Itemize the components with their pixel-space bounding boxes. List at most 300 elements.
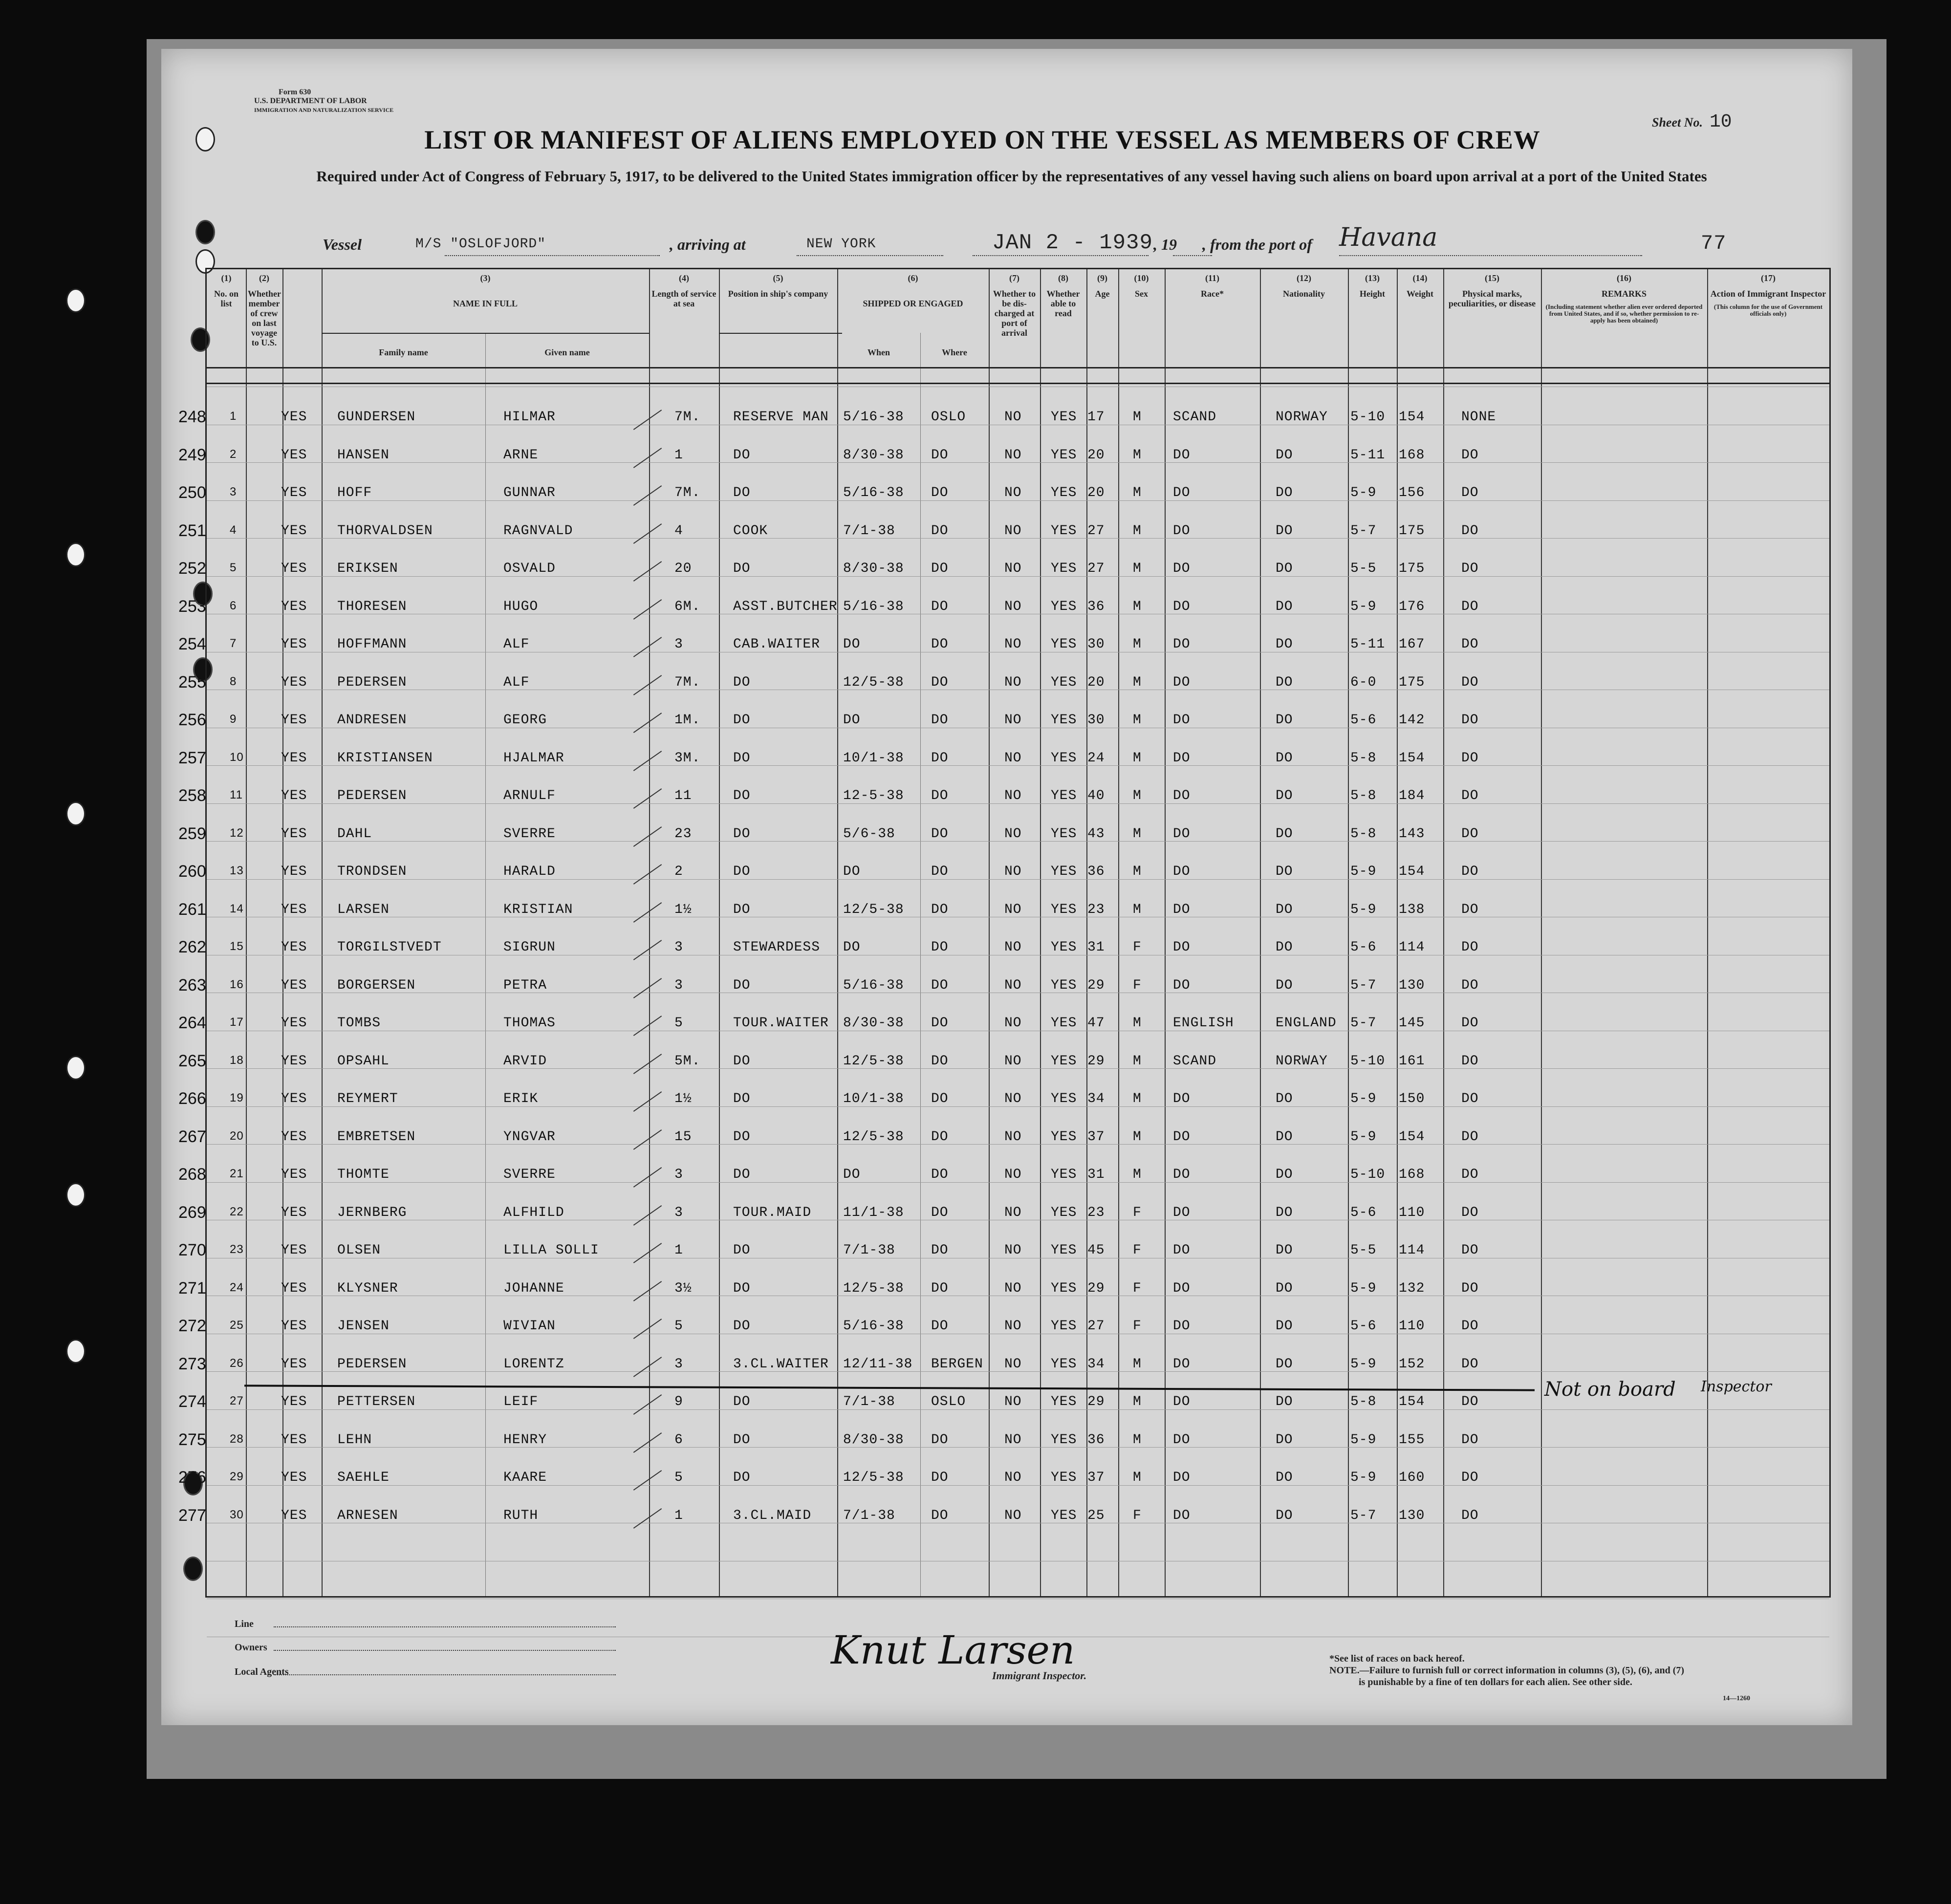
- height: 5-9: [1350, 599, 1377, 614]
- race: DO: [1173, 599, 1191, 614]
- height: 5-6: [1350, 1205, 1377, 1220]
- manifest-line-number: 252: [178, 559, 206, 578]
- age: 27: [1087, 523, 1105, 539]
- position: DO: [733, 1319, 751, 1334]
- position: 3.CL.MAID: [733, 1508, 812, 1523]
- race: DO: [1173, 523, 1191, 539]
- column-header: Whether member of crew on last voyage to U.S.: [248, 289, 281, 347]
- shipped-where: DO: [931, 1280, 949, 1296]
- height: 5-7: [1350, 977, 1377, 993]
- voyage-info: Vessel M/S "OSLOFJORD" , arriving at NEW YORK JAN 2 - 1939 , 19 , from the port of Havana 77: [323, 223, 1727, 255]
- height: 5-9: [1350, 1432, 1377, 1448]
- nationality: DO: [1276, 599, 1293, 614]
- sex: M: [1133, 902, 1142, 917]
- physical-marks: DO: [1461, 864, 1479, 879]
- list-number: 2: [230, 447, 237, 461]
- length-of-service: 7M.: [674, 674, 701, 690]
- discharged: NO: [1004, 1394, 1022, 1409]
- sex: M: [1133, 864, 1142, 879]
- family-name: OLSEN: [337, 1243, 381, 1258]
- family-name: PEDERSEN: [337, 1356, 407, 1372]
- weight: 154: [1399, 750, 1425, 766]
- column-header-note: (This column for the use of Government officials only): [1713, 303, 1823, 317]
- nationality: DO: [1276, 713, 1293, 728]
- manifest-line-number: 248: [178, 408, 206, 426]
- physical-marks: DO: [1461, 1205, 1479, 1220]
- list-number: 30: [230, 1508, 244, 1521]
- nationality: DO: [1276, 1167, 1293, 1182]
- crew-last-voyage: YES: [281, 523, 307, 539]
- crew-last-voyage: YES: [281, 1356, 307, 1372]
- family-name: TORGILSTVEDT: [337, 940, 442, 955]
- position: DO: [733, 1280, 751, 1296]
- length-of-service: 3: [674, 1356, 683, 1372]
- sex: M: [1133, 1053, 1142, 1069]
- list-number: 14: [230, 902, 244, 915]
- list-number: 5: [230, 561, 237, 574]
- sex: M: [1133, 1167, 1142, 1182]
- weight: 168: [1399, 447, 1425, 463]
- length-of-service: 1½: [674, 1091, 692, 1106]
- discharged: NO: [1004, 1280, 1022, 1296]
- position: CAB.WAITER: [733, 637, 821, 652]
- age: 20: [1087, 674, 1105, 690]
- list-number: 18: [230, 1053, 244, 1067]
- shipped-where: DO: [931, 826, 949, 842]
- race: DO: [1173, 1432, 1191, 1448]
- binder-hole: [195, 220, 215, 244]
- physical-marks: DO: [1461, 485, 1479, 500]
- column-header: Family name: [379, 347, 428, 357]
- physical-marks: DO: [1461, 902, 1479, 917]
- age: 20: [1087, 447, 1105, 463]
- height: 5-9: [1350, 1356, 1377, 1372]
- column-number: (14): [1412, 273, 1428, 283]
- sex: M: [1133, 485, 1142, 500]
- column-header: Given name: [544, 347, 590, 357]
- crew-last-voyage: YES: [281, 1205, 307, 1220]
- length-of-service: 7M.: [674, 485, 701, 500]
- manifest-line-number: 264: [178, 1014, 206, 1032]
- age: 27: [1087, 561, 1105, 576]
- column-number: (4): [679, 273, 689, 283]
- column-header: Age: [1095, 289, 1110, 299]
- race: DO: [1173, 977, 1191, 993]
- position: DO: [733, 1091, 751, 1106]
- sex: M: [1133, 788, 1142, 803]
- binder-hole: [66, 1183, 86, 1207]
- sex: F: [1133, 1319, 1142, 1334]
- list-number: 19: [230, 1091, 244, 1104]
- position: DO: [733, 1053, 751, 1069]
- discharged: NO: [1004, 1091, 1022, 1106]
- sex: M: [1133, 750, 1142, 766]
- family-name: THORESEN: [337, 599, 407, 614]
- manifest-line-number: 265: [178, 1051, 206, 1070]
- height: 5-9: [1350, 902, 1377, 917]
- race: SCAND: [1173, 1053, 1217, 1069]
- nationality: DO: [1276, 826, 1293, 842]
- crew-last-voyage: YES: [281, 940, 307, 955]
- column-header: No. on list: [214, 289, 238, 308]
- binder-hole: [66, 288, 86, 313]
- discharged: NO: [1004, 864, 1022, 879]
- nationality: DO: [1276, 1319, 1293, 1334]
- nationality: DO: [1276, 940, 1293, 955]
- shipped-where: DO: [931, 902, 949, 917]
- given-name: KRISTIAN: [503, 902, 573, 917]
- race: DO: [1173, 1243, 1191, 1258]
- discharged: NO: [1004, 902, 1022, 917]
- family-name: KRISTIANSEN: [337, 750, 433, 766]
- column-number: (2): [259, 273, 269, 283]
- physical-marks: DO: [1461, 1053, 1479, 1069]
- age: 23: [1087, 902, 1105, 917]
- shipped-when: 5/16-38: [843, 410, 904, 425]
- list-number: 11: [230, 788, 243, 801]
- position: DO: [733, 485, 751, 500]
- binder-hole: [66, 1056, 86, 1080]
- nationality: DO: [1276, 1205, 1293, 1220]
- manifest-line-number: 273: [178, 1354, 206, 1373]
- nationality: DO: [1276, 561, 1293, 576]
- weight: 114: [1399, 1243, 1425, 1258]
- height: 5-8: [1350, 826, 1377, 842]
- column-header: Physical marks, peculiarities, or disease: [1448, 289, 1536, 308]
- list-number: 23: [230, 1243, 244, 1256]
- manifest-line-number: 266: [178, 1089, 206, 1108]
- age: 36: [1087, 599, 1105, 614]
- age: 45: [1087, 1243, 1105, 1258]
- length-of-service: 3½: [674, 1280, 692, 1296]
- sex: M: [1133, 523, 1142, 539]
- weight: 175: [1399, 523, 1425, 539]
- physical-marks: DO: [1461, 977, 1479, 993]
- column-number: (9): [1097, 273, 1107, 283]
- discharged: NO: [1004, 447, 1022, 463]
- given-name: KAARE: [503, 1470, 547, 1485]
- shipped-when: DO: [843, 713, 861, 728]
- crew-last-voyage: YES: [281, 561, 307, 576]
- height: 5-9: [1350, 1470, 1377, 1485]
- race: DO: [1173, 826, 1191, 842]
- discharged: NO: [1004, 826, 1022, 842]
- shipped-where: DO: [931, 1053, 949, 1069]
- family-name: EMBRETSEN: [337, 1129, 416, 1145]
- crew-last-voyage: YES: [281, 1243, 307, 1258]
- height: 5-10: [1350, 1167, 1386, 1182]
- height: 6-0: [1350, 674, 1377, 690]
- given-name: HUGO: [503, 599, 539, 614]
- age: 27: [1087, 1319, 1105, 1334]
- given-name: HILMAR: [503, 410, 556, 425]
- able-to-read: YES: [1051, 1356, 1077, 1372]
- age: 29: [1087, 1394, 1105, 1409]
- shipped-where: DO: [931, 1205, 949, 1220]
- shipped-where: DO: [931, 1319, 949, 1334]
- length-of-service: 1: [674, 1243, 683, 1258]
- length-of-service: 20: [674, 561, 692, 576]
- age: 31: [1087, 1167, 1105, 1182]
- given-name: LILLA SOLLI: [503, 1243, 599, 1258]
- shipped-when: 12/5-38: [843, 1470, 904, 1485]
- physical-marks: DO: [1461, 1167, 1479, 1182]
- shipped-where: BERGEN: [931, 1356, 983, 1372]
- list-number: 1: [230, 410, 237, 423]
- nationality: DO: [1276, 1508, 1293, 1523]
- manifest-line-number: 268: [178, 1165, 206, 1184]
- nationality: DO: [1276, 977, 1293, 993]
- crew-last-voyage: YES: [281, 750, 307, 766]
- list-number: 8: [230, 674, 237, 688]
- position: COOK: [733, 523, 768, 539]
- column-header: Sex: [1135, 289, 1148, 299]
- able-to-read: YES: [1051, 750, 1077, 766]
- shipped-when: 5/16-38: [843, 599, 904, 614]
- column-header: Action of Immigrant Inspector: [1710, 289, 1826, 299]
- age: 30: [1087, 713, 1105, 728]
- family-name: PEDERSEN: [337, 788, 407, 803]
- length-of-service: 11: [674, 788, 692, 803]
- shipped-when: 10/1-38: [843, 750, 904, 766]
- shipped-when: 7/1-38: [843, 1243, 895, 1258]
- given-name: JOHANNE: [503, 1280, 564, 1296]
- position: DO: [733, 1432, 751, 1448]
- discharged: NO: [1004, 637, 1022, 652]
- shipped-when: 8/30-38: [843, 561, 904, 576]
- column-header: Length of service at sea: [651, 289, 716, 308]
- weight: 114: [1399, 940, 1425, 955]
- shipped-where: DO: [931, 1091, 949, 1106]
- sex: M: [1133, 674, 1142, 690]
- family-name: REYMERT: [337, 1091, 398, 1106]
- age: 17: [1087, 410, 1105, 425]
- binder-hole: [195, 127, 215, 151]
- column-header: Height: [1360, 289, 1385, 299]
- family-name: JENSEN: [337, 1319, 390, 1334]
- given-name: SVERRE: [503, 826, 556, 842]
- weight: 132: [1399, 1280, 1425, 1296]
- family-name: PEDERSEN: [337, 674, 407, 690]
- length-of-service: 3: [674, 1205, 683, 1220]
- manifest-line-number: 262: [178, 938, 206, 956]
- manifest-line-number: 249: [178, 445, 206, 464]
- agents-label: Local Agents: [235, 1666, 289, 1677]
- family-name: HOFF: [337, 485, 372, 500]
- length-of-service: 5: [674, 1016, 683, 1031]
- position: DO: [733, 674, 751, 690]
- list-number: 21: [230, 1167, 244, 1180]
- arrival-date: JAN 2 - 1939: [992, 231, 1153, 255]
- manifest-line-number: 275: [178, 1430, 206, 1449]
- crew-last-voyage: YES: [281, 1508, 307, 1523]
- shipped-when: 7/1-38: [843, 523, 895, 539]
- list-number: 28: [230, 1432, 244, 1446]
- physical-marks: DO: [1461, 599, 1479, 614]
- position: DO: [733, 977, 751, 993]
- shipped-where: DO: [931, 940, 949, 955]
- weight: 175: [1399, 561, 1425, 576]
- list-number: 27: [230, 1394, 244, 1407]
- race: DO: [1173, 902, 1191, 917]
- list-number: 29: [230, 1470, 244, 1483]
- sex: M: [1133, 1432, 1142, 1448]
- given-name: GEORG: [503, 713, 547, 728]
- discharged: NO: [1004, 940, 1022, 955]
- nationality: NORWAY: [1276, 1053, 1328, 1069]
- weight: 110: [1399, 1205, 1425, 1220]
- crew-last-voyage: YES: [281, 1394, 307, 1409]
- shipped-where: DO: [931, 750, 949, 766]
- discharged: NO: [1004, 1319, 1022, 1334]
- discharged: NO: [1004, 410, 1022, 425]
- shipped-when: 5/6-38: [843, 826, 895, 842]
- page-subtitle: Required under Act of Congress of February 5, 1917, to be delivered to the United States immigration officer by the representatives of any vessel having such aliens on board upon arrival at a port of the United States: [316, 168, 1707, 185]
- physical-marks: DO: [1461, 674, 1479, 690]
- manifest-line-number: 267: [178, 1127, 206, 1146]
- length-of-service: 1: [674, 447, 683, 463]
- age: 47: [1087, 1016, 1105, 1031]
- able-to-read: YES: [1051, 561, 1077, 576]
- departure-port: Havana: [1339, 223, 1438, 252]
- height: 5-7: [1350, 1016, 1377, 1031]
- weight: 130: [1399, 1508, 1425, 1523]
- age: 29: [1087, 977, 1105, 993]
- column-header: Position in ship's company: [728, 289, 828, 299]
- race: ENGLISH: [1173, 1016, 1234, 1031]
- physical-marks: DO: [1461, 1508, 1479, 1523]
- able-to-read: YES: [1051, 1394, 1077, 1409]
- race: DO: [1173, 1508, 1191, 1523]
- manifest-line-number: 251: [178, 521, 206, 540]
- list-number: 17: [230, 1016, 244, 1029]
- discharged: NO: [1004, 1167, 1022, 1182]
- crew-last-voyage: YES: [281, 1432, 307, 1448]
- crew-last-voyage: YES: [281, 637, 307, 652]
- column-header: Whether to be dis-charged at port of arrival: [993, 289, 1036, 338]
- given-name: YNGVAR: [503, 1129, 556, 1145]
- position: DO: [733, 1243, 751, 1258]
- nationality: DO: [1276, 447, 1293, 463]
- race: DO: [1173, 561, 1191, 576]
- column-number: (15): [1485, 273, 1499, 283]
- position: DO: [733, 1394, 751, 1409]
- manifest-line-number: 263: [178, 975, 206, 995]
- nationality: NORWAY: [1276, 410, 1328, 425]
- given-name: THOMAS: [503, 1016, 556, 1031]
- discharged: NO: [1004, 561, 1022, 576]
- shipped-where: OSLO: [931, 410, 966, 425]
- race: DO: [1173, 1091, 1191, 1106]
- age: 25: [1087, 1508, 1105, 1523]
- position: DO: [733, 1167, 751, 1182]
- shipped-where: DO: [931, 523, 949, 539]
- position: DO: [733, 826, 751, 842]
- able-to-read: YES: [1051, 1280, 1077, 1296]
- column-number: (10): [1134, 273, 1149, 283]
- able-to-read: YES: [1051, 1167, 1077, 1182]
- column-header: NAME IN FULL: [453, 299, 518, 308]
- race: DO: [1173, 637, 1191, 652]
- crew-last-voyage: YES: [281, 977, 307, 993]
- list-number: 4: [230, 523, 237, 537]
- sex: M: [1133, 1470, 1142, 1485]
- shipped-where: DO: [931, 1243, 949, 1258]
- length-of-service: 3: [674, 1167, 683, 1182]
- position: DO: [733, 788, 751, 803]
- column-number: (8): [1058, 273, 1068, 283]
- race: DO: [1173, 864, 1191, 879]
- manifest-line-number: 276: [178, 1468, 206, 1487]
- position: TOUR.WAITER: [733, 1016, 829, 1031]
- position: DO: [733, 713, 751, 728]
- height: 5-10: [1350, 410, 1386, 425]
- column-number: (1): [221, 273, 232, 283]
- height: 5-8: [1350, 750, 1377, 766]
- crew-last-voyage: YES: [281, 447, 307, 463]
- shipped-where: DO: [931, 599, 949, 614]
- given-name: ALFHILD: [503, 1205, 564, 1220]
- shipped-where: DO: [931, 485, 949, 500]
- column-number: (6): [908, 273, 918, 283]
- weight: 184: [1399, 788, 1425, 803]
- height: 5-9: [1350, 864, 1377, 879]
- vessel-name: M/S "OSLOFJORD": [415, 237, 546, 252]
- crew-last-voyage: YES: [281, 864, 307, 879]
- nationality: DO: [1276, 1356, 1293, 1372]
- able-to-read: YES: [1051, 1205, 1077, 1220]
- list-number: 7: [230, 637, 237, 650]
- height: 5-5: [1350, 1243, 1377, 1258]
- position: ASST.BUTCHER: [733, 599, 838, 614]
- list-number: 13: [230, 864, 244, 877]
- sex: M: [1133, 561, 1142, 576]
- able-to-read: YES: [1051, 1053, 1077, 1069]
- nationality: DO: [1276, 864, 1293, 879]
- position: 3.CL.WAITER: [733, 1356, 829, 1372]
- shipped-when: 8/30-38: [843, 1432, 904, 1448]
- weight: 154: [1399, 1394, 1425, 1409]
- crew-last-voyage: YES: [281, 902, 307, 917]
- column-header: Weight: [1406, 289, 1433, 299]
- shipped-where: DO: [931, 1129, 949, 1145]
- sex: F: [1133, 1205, 1142, 1220]
- length-of-service: 3M.: [674, 750, 701, 766]
- weight: 161: [1399, 1053, 1425, 1069]
- physical-marks: DO: [1461, 1016, 1479, 1031]
- nationality: DO: [1276, 1091, 1293, 1106]
- length-of-service: 4: [674, 523, 683, 539]
- able-to-read: YES: [1051, 1508, 1077, 1523]
- sex: M: [1133, 1016, 1142, 1031]
- length-of-service: 23: [674, 826, 692, 842]
- weight: 130: [1399, 977, 1425, 993]
- nationality: DO: [1276, 674, 1293, 690]
- weight: 154: [1399, 1129, 1425, 1145]
- shipped-when: 7/1-38: [843, 1508, 895, 1523]
- physical-marks: DO: [1461, 1091, 1479, 1106]
- able-to-read: YES: [1051, 410, 1077, 425]
- height: 5-6: [1350, 713, 1377, 728]
- shipped-where: DO: [931, 674, 949, 690]
- able-to-read: YES: [1051, 864, 1077, 879]
- column-number: (5): [773, 273, 783, 283]
- crew-last-voyage: YES: [281, 1091, 307, 1106]
- discharged: NO: [1004, 1243, 1022, 1258]
- discharged: NO: [1004, 1356, 1022, 1372]
- list-number: 20: [230, 1129, 244, 1143]
- weight: 176: [1399, 599, 1425, 614]
